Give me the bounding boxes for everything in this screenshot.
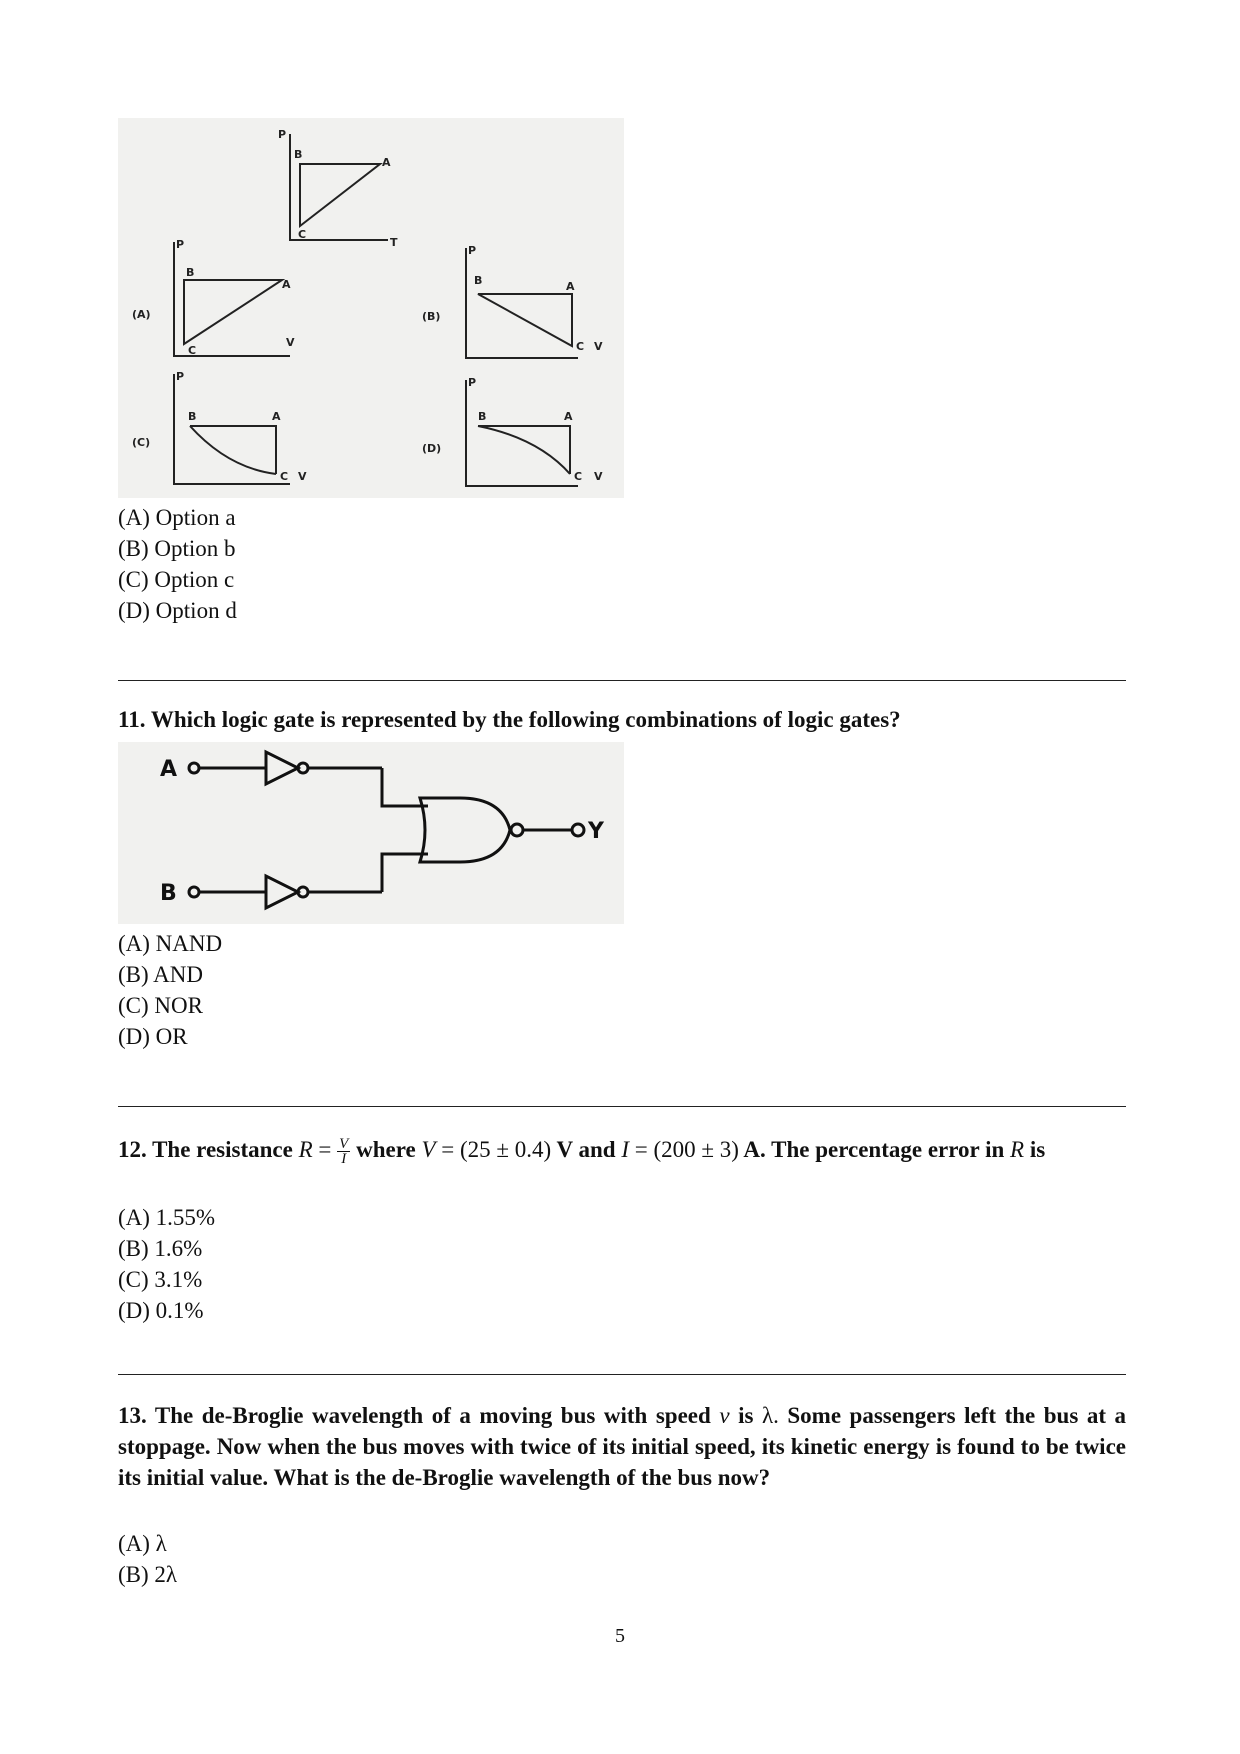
graph-a-axis-x: V [286, 336, 295, 349]
logic-circuit-svg [118, 742, 624, 924]
graph-c-axis-x: V [298, 470, 307, 483]
divider [118, 1106, 1126, 1107]
graph-a-axis-y: P [176, 238, 185, 251]
page-number: 5 [615, 1625, 625, 1647]
q11-option-b[interactable]: (B) AND [118, 962, 203, 987]
q13-options [118, 1528, 177, 1590]
q10-option-c[interactable]: (C) Option c [118, 567, 235, 592]
q13-text: Some passengers left the bus at a stoppage. Now when the bus moves with twice of its initial speed, its kinetic energy is found to be twice its initial value. What is the de-Broglie wavelength of the bus now? [118, 1403, 1127, 1490]
q11-circuit-figure [118, 742, 624, 924]
graph-b-pt-a: A [566, 280, 575, 293]
divider [118, 680, 1126, 681]
graph-d-pt-c: C [574, 470, 583, 483]
q13-var-v: v [719, 1403, 730, 1428]
q12-text: is [1029, 1137, 1046, 1162]
top-pt-c: C [298, 228, 307, 241]
q11-options [118, 928, 222, 1052]
q13-lambda: λ. [761, 1403, 779, 1428]
q10-option-a[interactable]: (A) Option a [118, 505, 236, 530]
graph-a-pt-a: A [282, 278, 291, 291]
q10-option-d[interactable]: (D) Option d [118, 598, 237, 623]
q11-option-d[interactable]: (D) OR [118, 1024, 188, 1049]
q12-v-value: = (25 ± 0.4) [441, 1137, 552, 1162]
q12-var-r: R [298, 1137, 313, 1162]
q12-var-i: I [621, 1137, 629, 1162]
q12-option-d[interactable]: (D) 0.1% [118, 1298, 204, 1323]
q13-text: is [738, 1403, 754, 1428]
q12-var-v: V [421, 1137, 436, 1162]
q10-option-b[interactable]: (B) Option b [118, 536, 236, 561]
input-b-label: B [160, 881, 177, 906]
q11-question [118, 704, 1126, 735]
q10-options [118, 502, 237, 626]
fraction-numerator: V [339, 1136, 349, 1153]
q13-question [118, 1400, 1126, 1493]
graph-c-tag: (C) [132, 436, 151, 449]
top-pt-a: A [382, 156, 391, 169]
graph-c-axis-y: P [176, 370, 185, 383]
input-a-label: A [160, 757, 178, 782]
fraction-denominator: I [341, 1151, 347, 1168]
top-pt-b: B [294, 148, 303, 161]
q12-text: The resistance [152, 1137, 293, 1162]
q12-option-c[interactable]: (C) 3.1% [118, 1267, 203, 1292]
graph-b-pt-b: B [474, 274, 483, 287]
q12-equals: = [318, 1137, 332, 1162]
q12-question [118, 1134, 1126, 1166]
q10-graphs-svg [118, 118, 624, 498]
graph-b-axis-x: V [594, 340, 603, 353]
graph-a-pt-b: B [186, 266, 195, 279]
q13-text: The de-Broglie wavelength of a moving bus with speed [154, 1403, 711, 1428]
q12-text: and [578, 1137, 616, 1162]
top-axis-y: P [278, 128, 287, 141]
q12-options [118, 1202, 215, 1326]
top-axis-x: T [390, 236, 398, 249]
q12-i-value: = (200 ± 3) [634, 1137, 739, 1162]
q12-var-r: R [1010, 1137, 1025, 1162]
q12-text: where [356, 1137, 416, 1162]
graph-b-pt-c: C [576, 340, 585, 353]
graph-d-pt-b: B [478, 410, 487, 423]
q10-graph-figure [118, 118, 624, 498]
q11-text: Which logic gate is represented by the following combinations of logic gates? [150, 707, 901, 732]
q13-option-a[interactable]: (A) λ [118, 1531, 167, 1556]
graph-d-axis-x: V [594, 470, 603, 483]
graph-d-pt-a: A [564, 410, 573, 423]
q13-option-b[interactable]: (B) 2λ [118, 1562, 178, 1587]
graph-b-axis-y: P [468, 244, 477, 257]
q12-i-unit: A. [743, 1137, 766, 1162]
q12-option-b[interactable]: (B) 1.6% [118, 1236, 203, 1261]
q11-option-c[interactable]: (C) NOR [118, 993, 203, 1018]
q12-option-a[interactable]: (A) 1.55% [118, 1205, 216, 1230]
graph-c-pt-a: A [272, 410, 281, 423]
graph-c-pt-c: C [280, 470, 289, 483]
graph-d-axis-y: P [468, 376, 477, 389]
graph-c-pt-b: B [188, 410, 197, 423]
divider [118, 1374, 1126, 1375]
graph-d-tag: (D) [422, 442, 442, 455]
q12-number: 12. [118, 1137, 147, 1162]
q12-text: The percentage error in [771, 1137, 1005, 1162]
graph-b-tag: (B) [422, 310, 441, 323]
q12-v-unit: V [556, 1137, 573, 1162]
graph-a-pt-c: C [188, 344, 197, 357]
graph-a-tag: (A) [132, 308, 151, 321]
q13-number: 13. [118, 1403, 147, 1428]
q12-fraction [337, 1137, 350, 1166]
q11-option-a[interactable]: (A) NAND [118, 931, 223, 956]
q11-number: 11. [118, 707, 146, 732]
output-y-label: Y [588, 819, 604, 844]
